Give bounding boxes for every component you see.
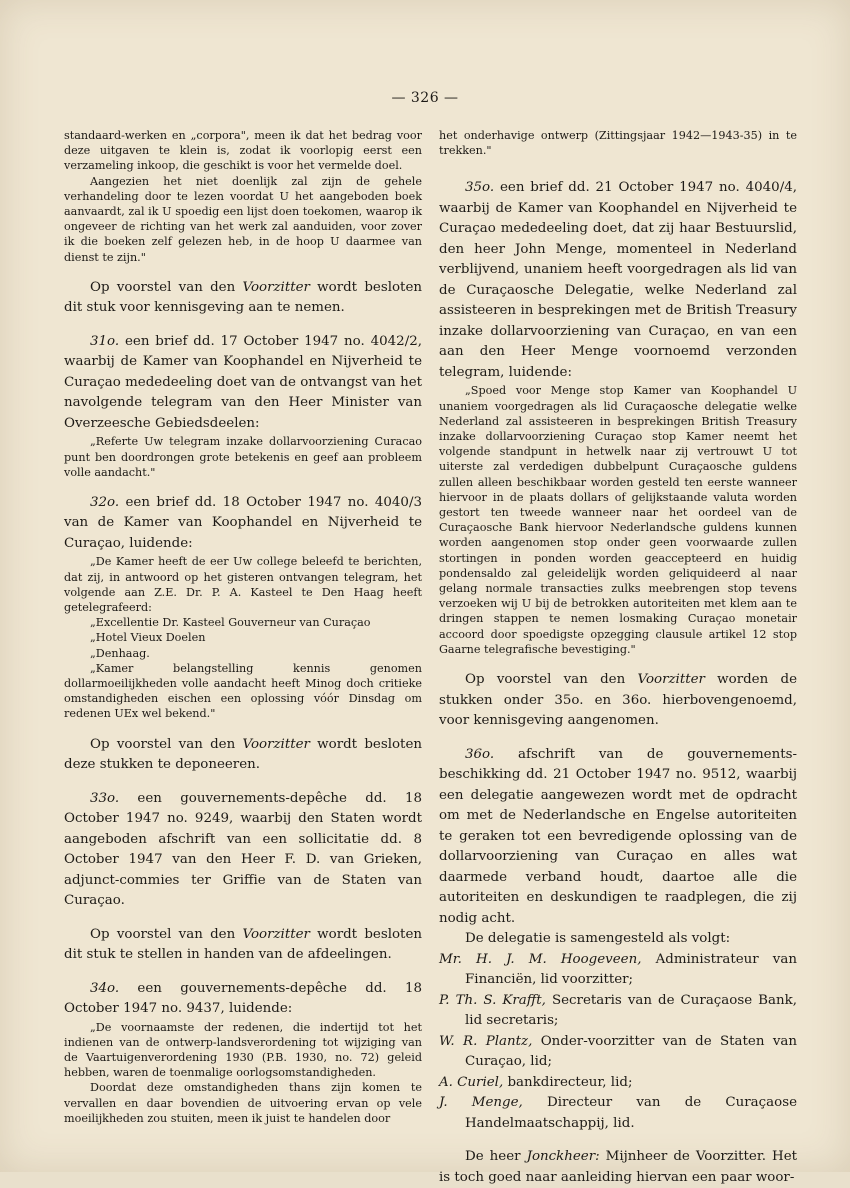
item-33: 33o. een gouvernements-depêche dd. 18 October 1947 no. 9249, waarbij den Staten wordt aangeboden afschrift van een sollicitatie dd. 8 October 1947 van den Heer F. D. van Grieken, adjunct-commies ter Griffie van de Staten van Curaçao. <box>64 790 422 909</box>
member-3: W. R. Plantz, Onder-voorzitter van de Staten van Curaçao, lid; <box>439 1033 797 1070</box>
item-34: 34o. een gouvernements-depêche dd. 18 October 1947 no. 9437, luidende: <box>64 980 422 1017</box>
member-5: J. Menge, Directeur van de Curaçaose Handelmaatschappij, lid. <box>439 1095 797 1131</box>
depeche-34-para-2: Doordat deze omstandigheden thans zijn komen te vervallen en daar bovendien de uitvoering ervan op vele moeilijkheden zou stuiten, meen ik juist te handelen door <box>64 1081 422 1125</box>
right-column <box>439 128 797 1188</box>
telegram-31: „Referte Uw telegram inzake dollarvoorziening Curacao punt ben doordrongen grote betekenis en geef aan probleem volle aandacht." <box>64 435 422 479</box>
resolution-3: Op voorstel van den Voorzitter wordt besloten dit stuk te stellen in handen van de afdeelingen. <box>64 926 422 963</box>
page-number: — 326 — <box>391 90 459 106</box>
letter-32: „De Kamer heeft de eer Uw college beleefd te berichten, dat zij, in antwoord op het gisteren ontvangen telegram, het volgende aan Z.E. Dr. P. A. Kasteel te Den Haag heeft getelegrafeerd: <box>64 555 422 615</box>
telegram-address-1: „Excellentie Dr. Kasteel Gouverneur van Curaçao <box>90 616 371 630</box>
item-31: 31o. een brief dd. 17 October 1947 no. 4042/2, waarbij de Kamer van Koophandel en Nijverheid te Curaçao mededeeling doet van de ontvangst van het navolgende telegram van den Heer Minister van Overzeesche Gebiedsdeelen: <box>64 333 422 431</box>
telegram-32: „Kamer belangstelling kennis genomen dollarmoeilijkheden volle aandacht heeft Minog doch critieke omstandigheden eischen een oplossing vóór Dinsdag om redenen UEx wel bekend." <box>64 661 422 721</box>
telegram-35: „Spoed voor Menge stop Kamer van Koophandel U unaniem voorgedragen als lid Curaçaosche delegatie welke Nederland zal assisteeren in besprekingen British Treasury inzake dollarvoorziening Curaçao stop Kamer neemt het volgende standpunt in hetwelk naar zij vertrouwt U tot uiterste zal verdedigen dubbelpunt Curaçaosche guldens zullen alleen beschikbaar worden gesteld ten eerste wanneer hiervoor in de plaats dollars of gelijkstaande valuta worden gestort ten tweede wanneer naar het oordeel van de Curaçaosche Bank hiervoor Nederlandsche guldens kunnen worden aangenomen stop onder geen voorwaarde zullen stortingen in ponden worden geaccepteerd en huidig pondensaldo zal geleidelijk worden geliquideerd al naar gelang normale transacties zulks meebrengen stop tevens verzoeken wij U bij de betrokken autoriteiten met klem aan te dringen stappen te nemen losmaking Curaçao monetair accoord door spoedigste opzegging clausule artikel 12 stop Gaarne telegrafische bevestiging." <box>439 384 797 656</box>
telegram-address-2: „Hotel Vieux Doelen <box>90 631 206 645</box>
member-2: P. Th. S. Krafft, Secretaris van de Curaçaose Bank, lid secretaris; <box>439 992 797 1029</box>
member-4: A. Curiel, bankdirecteur, lid; <box>439 1074 633 1090</box>
speaker-jonckheer: De heer Jonckheer: Mijnheer de Voorzitter. Het is toch goed naar aanleiding hiervan een paar woor- <box>439 1149 797 1185</box>
depeche-34-continuation: het onderhavige ontwerp (Zittingsjaar 1942—1943-35) in te trekken." <box>439 129 797 158</box>
resolution-4: Op voorstel van den Voorzitter worden de stukken onder 35o. en 36o. hierbovengenoemd, voor kennisgeving aangenomen. <box>439 672 798 729</box>
item-32: 32o. een brief dd. 18 October 1947 no. 4040/3 van de Kamer van Koophandel en Nijverheid te Curaçao, luidende: <box>64 494 422 551</box>
item-36: 36o. afschrift van de gouvernements-beschikking dd. 21 October 1947 no. 9512, waarbij een delegatie aangewezen wordt met de opdracht om met de Nederlandsche en Engelse autoriteiten te geraken tot een bevredigende oplossing van de dollarvoorziening van Curaçao en alles wat daarmede verband houdt, daartoe alle die autoriteiten en deskundigen te raadplegen, die zij nodig acht. <box>439 746 797 926</box>
resolution-1: Op voorstel van den Voorzitter wordt besloten dit stuk voor kennisgeving aan te nemen. <box>64 279 422 316</box>
item-35: 35o. een brief dd. 21 October 1947 no. 4040/4, waarbij de Kamer van Koophandel en Nijverheid te Curaçao mededeeling doet, dat zij haar Bestuurslid, den heer John Menge, momenteel in Nederland verblijvend, unaniem heeft voorgedragen als lid van de Curaçaosche Delegatie, welke Nederland zal assisteeren in besprekingen met de British Treasury inzake dollarvoorziening van Curaçao, en van een aan den Heer Menge voornoemd verzonden telegram, luidende: <box>439 180 797 380</box>
resolution-2: Op voorstel van den Voorzitter wordt besloten deze stukken te deponeeren. <box>64 736 422 773</box>
left-column <box>64 128 422 1126</box>
delegation-intro: De delegatie is samengesteld als volgt: <box>465 931 731 947</box>
member-1: Mr. H. J. M. Hoogeveen, Administrateur van Financiën, lid voorzitter; <box>439 951 797 988</box>
letter-paragraph: Aangezien het niet doenlijk zal zijn de gehele verhandeling door te lezen voordat U het aangeboden boek aanvaardt, zal ik U spoedig een lijst doen toekomen, waarop ik ongeveer de richting van het werk zal aanduiden, voor zover ik die boeken zelf gelezen heb, in de hoop U daarmee van dienst te zijn." <box>64 174 422 264</box>
depeche-34-para-1: „De voornaamste der redenen, die indertijd tot het indienen van de ontwerp-landsverordening tot wijziging van de Vaartuigenverordening 1930 (P.B. 1930, no. 72) geleid hebben, waren de toenmalige oorlogsomstandigheden. <box>64 1020 422 1080</box>
telegram-address-3: „Denhaag. <box>90 646 150 660</box>
letter-continuation: standaard-werken en „corpora", meen ik dat het bedrag voor deze uitgaven te klein is, zodat ik voorlopig eerst een verzameling inkoop, die geschikt is voor het vermelde doel. <box>64 129 422 173</box>
